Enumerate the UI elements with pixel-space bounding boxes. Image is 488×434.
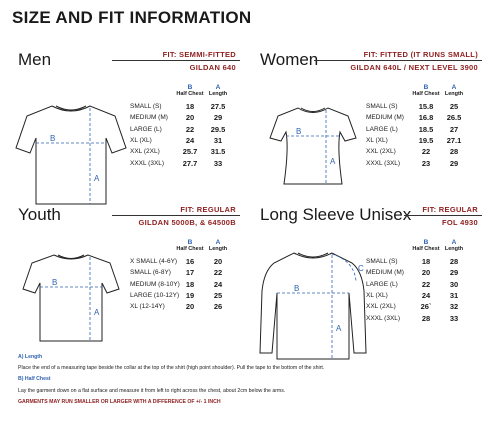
table-row — [366, 267, 468, 278]
size-label: SMALL (S) — [366, 103, 398, 111]
measure-a-label: A — [94, 308, 100, 317]
table-row — [130, 267, 232, 278]
size-label: XL (XL) — [130, 137, 152, 145]
table-row — [130, 135, 232, 146]
length-value: 27.1 — [446, 136, 462, 146]
table-row — [366, 135, 468, 146]
length-value: 29 — [449, 158, 459, 168]
mens-tshirt-diagram — [12, 86, 130, 206]
measure-a-label: A — [330, 157, 336, 166]
length-value: 26.5 — [446, 113, 462, 123]
half-chest-value: 27.7 — [182, 158, 198, 168]
half-chest-value: 26` — [420, 302, 432, 312]
size-label: SMALL (6-8Y) — [130, 269, 171, 277]
table-row — [366, 146, 468, 157]
size-label: MEDIUM (8-10Y) — [130, 280, 180, 288]
table-row — [130, 101, 232, 112]
size-label: SMALL (S) — [130, 103, 162, 111]
size-label: X SMALL (4-6Y) — [130, 258, 178, 266]
length-value: 25 — [449, 102, 459, 112]
table-row — [366, 124, 468, 135]
length-value: 31 — [213, 136, 223, 146]
brand-label: GILDAN 640 — [189, 63, 236, 72]
size-label: SMALL (S) — [366, 258, 398, 266]
womens-tshirt-diagram — [254, 86, 372, 206]
half-chest-value: 20 — [185, 113, 195, 123]
table-row — [366, 101, 468, 112]
measure-b-label: B — [296, 127, 302, 136]
shirt-outline — [260, 253, 366, 359]
divider — [112, 60, 240, 61]
length-value: 29.5 — [210, 124, 226, 134]
measure-b-label: B — [50, 134, 56, 143]
measurement-notes — [18, 355, 324, 411]
half-chest-value: 19 — [185, 291, 195, 301]
length-value: 27.5 — [210, 102, 226, 112]
brand-label: FOL 4930 — [441, 218, 478, 227]
brand-label: GILDAN 640L / NEXT LEVEL 3900 — [350, 63, 478, 72]
length-header: Length — [444, 91, 464, 97]
col-a-header: A — [451, 84, 457, 91]
half-chest-value: 28 — [421, 313, 431, 323]
col-a-header: A — [451, 239, 457, 246]
table-row — [130, 279, 232, 290]
size-label: MEDIUM (M) — [366, 114, 404, 122]
measure-a-label: A — [336, 324, 342, 333]
length-value: 29 — [449, 268, 459, 278]
half-chest-value: 20 — [185, 302, 195, 312]
length-header: Length — [208, 246, 228, 252]
panel-title: Women — [260, 50, 319, 69]
half-chest-value: 24 — [421, 291, 431, 301]
shirt-outline — [16, 106, 126, 204]
table-row — [366, 290, 468, 301]
size-table-long-sleeve — [366, 239, 468, 324]
length-value: 28 — [449, 147, 459, 157]
table-row — [366, 301, 468, 312]
length-value: 20 — [213, 257, 223, 267]
half-chest-value: 18.5 — [418, 124, 434, 134]
col-b-header: B — [187, 84, 193, 91]
length-header: Length — [444, 246, 464, 252]
length-value: 25 — [213, 291, 223, 301]
length-value: 33 — [213, 158, 223, 168]
divider — [404, 215, 482, 216]
size-label: LARGE (L) — [130, 125, 162, 133]
panel-title: Long Sleeve Unisex — [260, 205, 412, 224]
table-row — [130, 124, 232, 135]
size-warning: GARMENTS MAY RUN SMALLER OR LARGER WITH A DIFFERENCE OF +/- 1 INCH — [18, 398, 221, 405]
length-value: 30 — [449, 279, 459, 289]
fit-label: FIT: REGULAR — [422, 205, 478, 214]
length-value: 31 — [449, 291, 459, 301]
size-table-women — [366, 84, 468, 169]
measure-b-label: B — [294, 284, 300, 293]
shirt-outline — [270, 108, 356, 184]
size-label: XXXL (3XL) — [366, 314, 401, 322]
length-value: 31.5 — [210, 147, 226, 157]
table-row — [366, 312, 468, 323]
half-chest-header: Half Chest — [412, 91, 440, 97]
half-chest-value: 22 — [421, 147, 431, 157]
half-chest-header: Half Chest — [176, 91, 204, 97]
length-value: 32 — [449, 302, 459, 312]
col-b-header: B — [423, 239, 429, 246]
half-chest-value: 22 — [185, 124, 195, 134]
table-row — [130, 112, 232, 123]
size-table-men — [130, 84, 232, 169]
length-note-title: A) Length — [18, 354, 43, 360]
half-chest-note-title: B) Half Chest — [18, 376, 51, 383]
fit-label: FIT: FITTED (IT RUNS SMALL) — [363, 50, 478, 59]
col-b-header: B — [423, 84, 429, 91]
half-chest-note-text: Lay the garment down on a flat surface and measure it from left to right across the chest, about 2cm below the arms. — [18, 387, 286, 394]
size-label: MEDIUM (M) — [366, 269, 404, 277]
half-chest-value: 16.8 — [418, 113, 434, 123]
half-chest-value: 18 — [185, 102, 195, 112]
table-row — [130, 146, 232, 157]
half-chest-value: 23 — [421, 158, 431, 168]
measure-b-label: B — [52, 278, 58, 287]
half-chest-value: 18 — [185, 279, 195, 289]
divider — [314, 60, 482, 61]
half-chest-value: 16 — [185, 257, 195, 267]
length-value: 33 — [449, 313, 459, 323]
half-chest-value: 17 — [185, 268, 195, 278]
table-row — [366, 279, 468, 290]
length-note-text: Place the end of a measuring tape beside the collar at the top of the shirt (high point shoulder). Pull the tape to the bottom of the shirt. — [18, 365, 325, 372]
half-chest-value: 25.7 — [182, 147, 198, 157]
panel-title: Youth — [18, 205, 61, 224]
measure-c-label: C — [358, 264, 364, 273]
length-value: 28 — [449, 257, 459, 267]
divider — [112, 215, 240, 216]
youth-tshirt-diagram — [12, 241, 130, 361]
table-row — [366, 256, 468, 267]
panel-men — [12, 50, 240, 230]
size-label: MEDIUM (M) — [130, 114, 168, 122]
size-label: XXXL (3XL) — [130, 159, 165, 167]
fit-label: FIT: SEMMI-FITTED — [162, 50, 236, 59]
half-chest-value: 24 — [185, 136, 195, 146]
half-chest-value: 22 — [421, 279, 431, 289]
table-row — [366, 157, 468, 168]
half-chest-value: 18 — [421, 257, 431, 267]
size-label: XL (XL) — [366, 292, 388, 300]
size-label: XL (12-14Y) — [130, 303, 165, 311]
size-label: LARGE (10-12Y) — [130, 292, 180, 300]
table-row — [130, 290, 232, 301]
table-row — [130, 256, 232, 267]
length-value: 29 — [213, 113, 223, 123]
half-chest-value: 19.5 — [418, 136, 434, 146]
panel-women — [254, 50, 482, 230]
size-label: XL (XL) — [366, 137, 388, 145]
size-table-youth — [130, 239, 232, 312]
page-title: SIZE AND FIT INFORMATION — [12, 8, 252, 27]
size-label: XXL (2XL) — [130, 148, 160, 156]
table-row — [366, 112, 468, 123]
col-a-header: A — [215, 84, 221, 91]
col-b-header: B — [187, 239, 193, 246]
length-value: 26 — [213, 302, 223, 312]
col-a-header: A — [215, 239, 221, 246]
panel-title: Men — [18, 50, 52, 69]
length-value: 27 — [449, 124, 459, 134]
fit-label: FIT: REGULAR — [180, 205, 236, 214]
brand-label: GILDAN 5000B, & 64500B — [138, 218, 236, 227]
half-chest-value: 20 — [421, 268, 431, 278]
length-value: 24 — [213, 279, 223, 289]
half-chest-header: Half Chest — [412, 246, 440, 252]
size-label: XXL (2XL) — [366, 303, 396, 311]
length-header: Length — [208, 91, 228, 97]
half-chest-value: 15.8 — [418, 102, 434, 112]
size-label: LARGE (L) — [366, 280, 398, 288]
size-label: XXXL (3XL) — [366, 159, 401, 167]
measure-a-label: A — [94, 174, 100, 183]
shirt-outline — [23, 255, 119, 341]
half-chest-header: Half Chest — [176, 246, 204, 252]
size-label: XXL (2XL) — [366, 148, 396, 156]
table-row — [130, 157, 232, 168]
length-value: 22 — [213, 268, 223, 278]
size-label: LARGE (L) — [366, 125, 398, 133]
long-sleeve-diagram — [254, 241, 372, 361]
table-row — [130, 301, 232, 312]
